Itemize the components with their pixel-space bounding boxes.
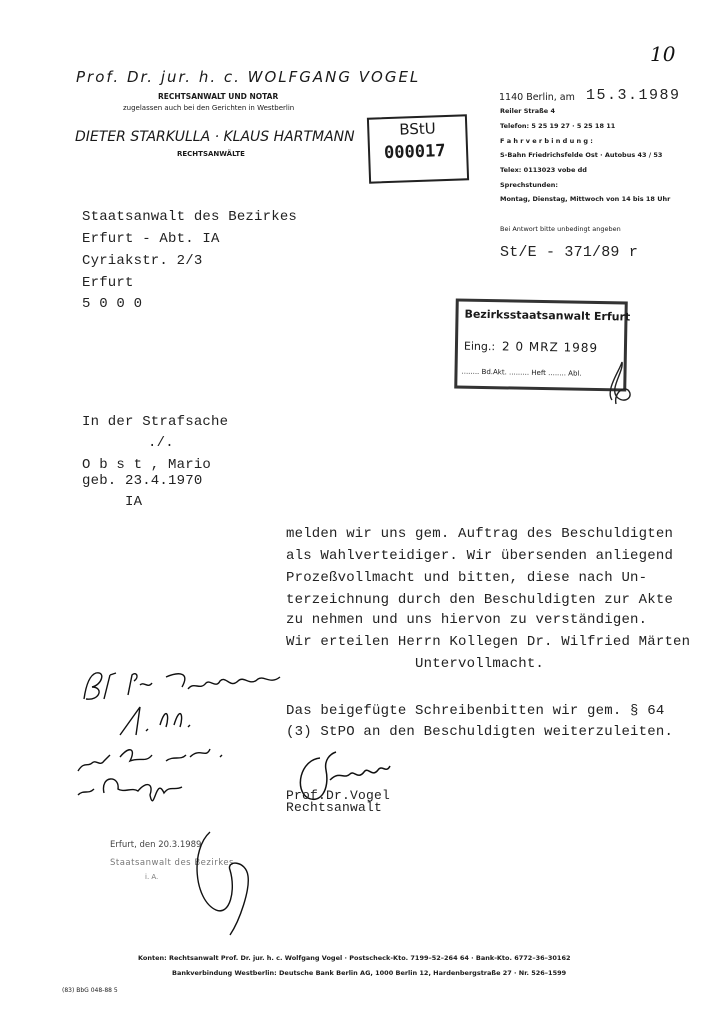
bstu-label: BStU (398, 119, 437, 139)
receipt-stamp-title: Bezirksstaatsanwalt Erfurt (464, 307, 631, 324)
case-against: ./. (148, 435, 174, 451)
office-stamp-ia: i. A. (145, 873, 159, 881)
footer-accounts: Konten: Rechtsanwalt Prof. Dr. jur. h. c. Wolfgang Vogel · Postscheck-Kto. 7199–52–264 64 · Bank-Kto. 6772–36–30162 (138, 954, 571, 962)
telex: Telex: 0113023 vobe dd (500, 166, 587, 174)
footer-bank: Bankverbindung Westberlin: Deutsche Bank Berlin AG, 1000 Berlin 12, Hardenbergstraße 27 · Nr. 526–1599 (172, 969, 567, 977)
recipient-line: Cyriakstr. 2/3 (82, 253, 203, 269)
defendant-birthdate: geb. 23.4.1970 (82, 473, 203, 489)
city-prefix: 1140 Berlin, am (499, 92, 575, 103)
body-line: Untervollmacht. (415, 656, 545, 672)
letterhead-admission: zugelassen auch bei den Gerichten in Westberlin (123, 104, 295, 112)
letterhead-name: Prof. Dr. jur. h. c. WOLFGANG VOGEL (76, 68, 421, 86)
department: IA (125, 494, 143, 510)
body-line: (3) StPO an den Beschuldigten weiterzuleiten. (286, 724, 674, 740)
body-line: als Wahlverteidiger. Wir übersenden anliegend (286, 548, 674, 564)
receipt-initials-mark (600, 360, 640, 410)
bstu-stamp (367, 114, 469, 183)
hours-label: Sprechstunden: (500, 181, 558, 189)
letterhead-title: RECHTSANWALT UND NOTAR (158, 92, 279, 101)
signatory-name: Prof.Dr.Vogel (286, 788, 391, 803)
office-stamp-office: Staatsanwalt des Bezirkes (110, 858, 234, 868)
office-stamp-date: Erfurt, den 20.3.1989 (110, 840, 202, 850)
recipient-line: Staatsanwalt des Bezirkes (82, 209, 298, 225)
case-heading: In der Strafsache (82, 414, 229, 430)
page-number: 10 (650, 42, 676, 66)
recipient-line: 5 0 0 0 (82, 296, 143, 312)
letterhead-partners-title: RECHTSANWÄLTE (177, 150, 245, 158)
phone: Telefon: 5 25 19 27 · 5 25 18 11 (500, 122, 616, 130)
body-line: zu nehmen und uns hiervon zu verständigen. (286, 612, 648, 628)
body-line: Prozeßvollmacht und bitten, diese nach Un- (286, 570, 648, 586)
body-line: Das beigefügte Schreibenbitten wir gem. § 64 (286, 703, 665, 719)
bstu-number: 000017 (383, 141, 446, 164)
street: Reiler Straße 4 (500, 107, 555, 115)
received-date: 2 0 MRZ 1989 (501, 339, 599, 355)
letter-date: 15.3.1989 (586, 87, 681, 104)
letterhead-partners: DIETER STARKULLA · KLAUS HARTMANN (75, 129, 355, 145)
body-line: terzeichnung durch den Beschuldigten zur Akte (286, 592, 674, 608)
recipient-line: Erfurt (82, 275, 134, 291)
recipient-line: Erfurt - Abt. IA (82, 231, 220, 247)
form-code: (83) BbG 048-88 5 (62, 987, 118, 994)
reference-note: Bei Antwort bitte unbedingt angeben (500, 225, 621, 233)
hours: Montag, Dienstag, Mittwoch von 14 bis 18 Uhr (500, 195, 671, 203)
receipt-stamp-fields: ........ Bd.Akt. ......... Heft ........ Abl. (461, 367, 582, 378)
reference-number: St/E - 371/89 r (500, 244, 639, 261)
transport-label: F a h r v e r b i n d u n g : (500, 137, 593, 145)
body-line: melden wir uns gem. Auftrag des Beschuldigten (286, 526, 674, 542)
handwritten-margin-notes (70, 665, 300, 815)
signatory-title: Rechtsanwalt (286, 800, 383, 815)
defendant-name: O b s t , Mario (82, 457, 212, 473)
transport: S-Bahn Friedrichsfelde Ost · Autobus 43 / 53 (500, 151, 663, 159)
received-label: Eing.: (463, 339, 496, 354)
body-line: Wir erteilen Herrn Kollegen Dr. Wilfried Märten (286, 634, 691, 650)
office-stamp-signature (190, 830, 270, 940)
